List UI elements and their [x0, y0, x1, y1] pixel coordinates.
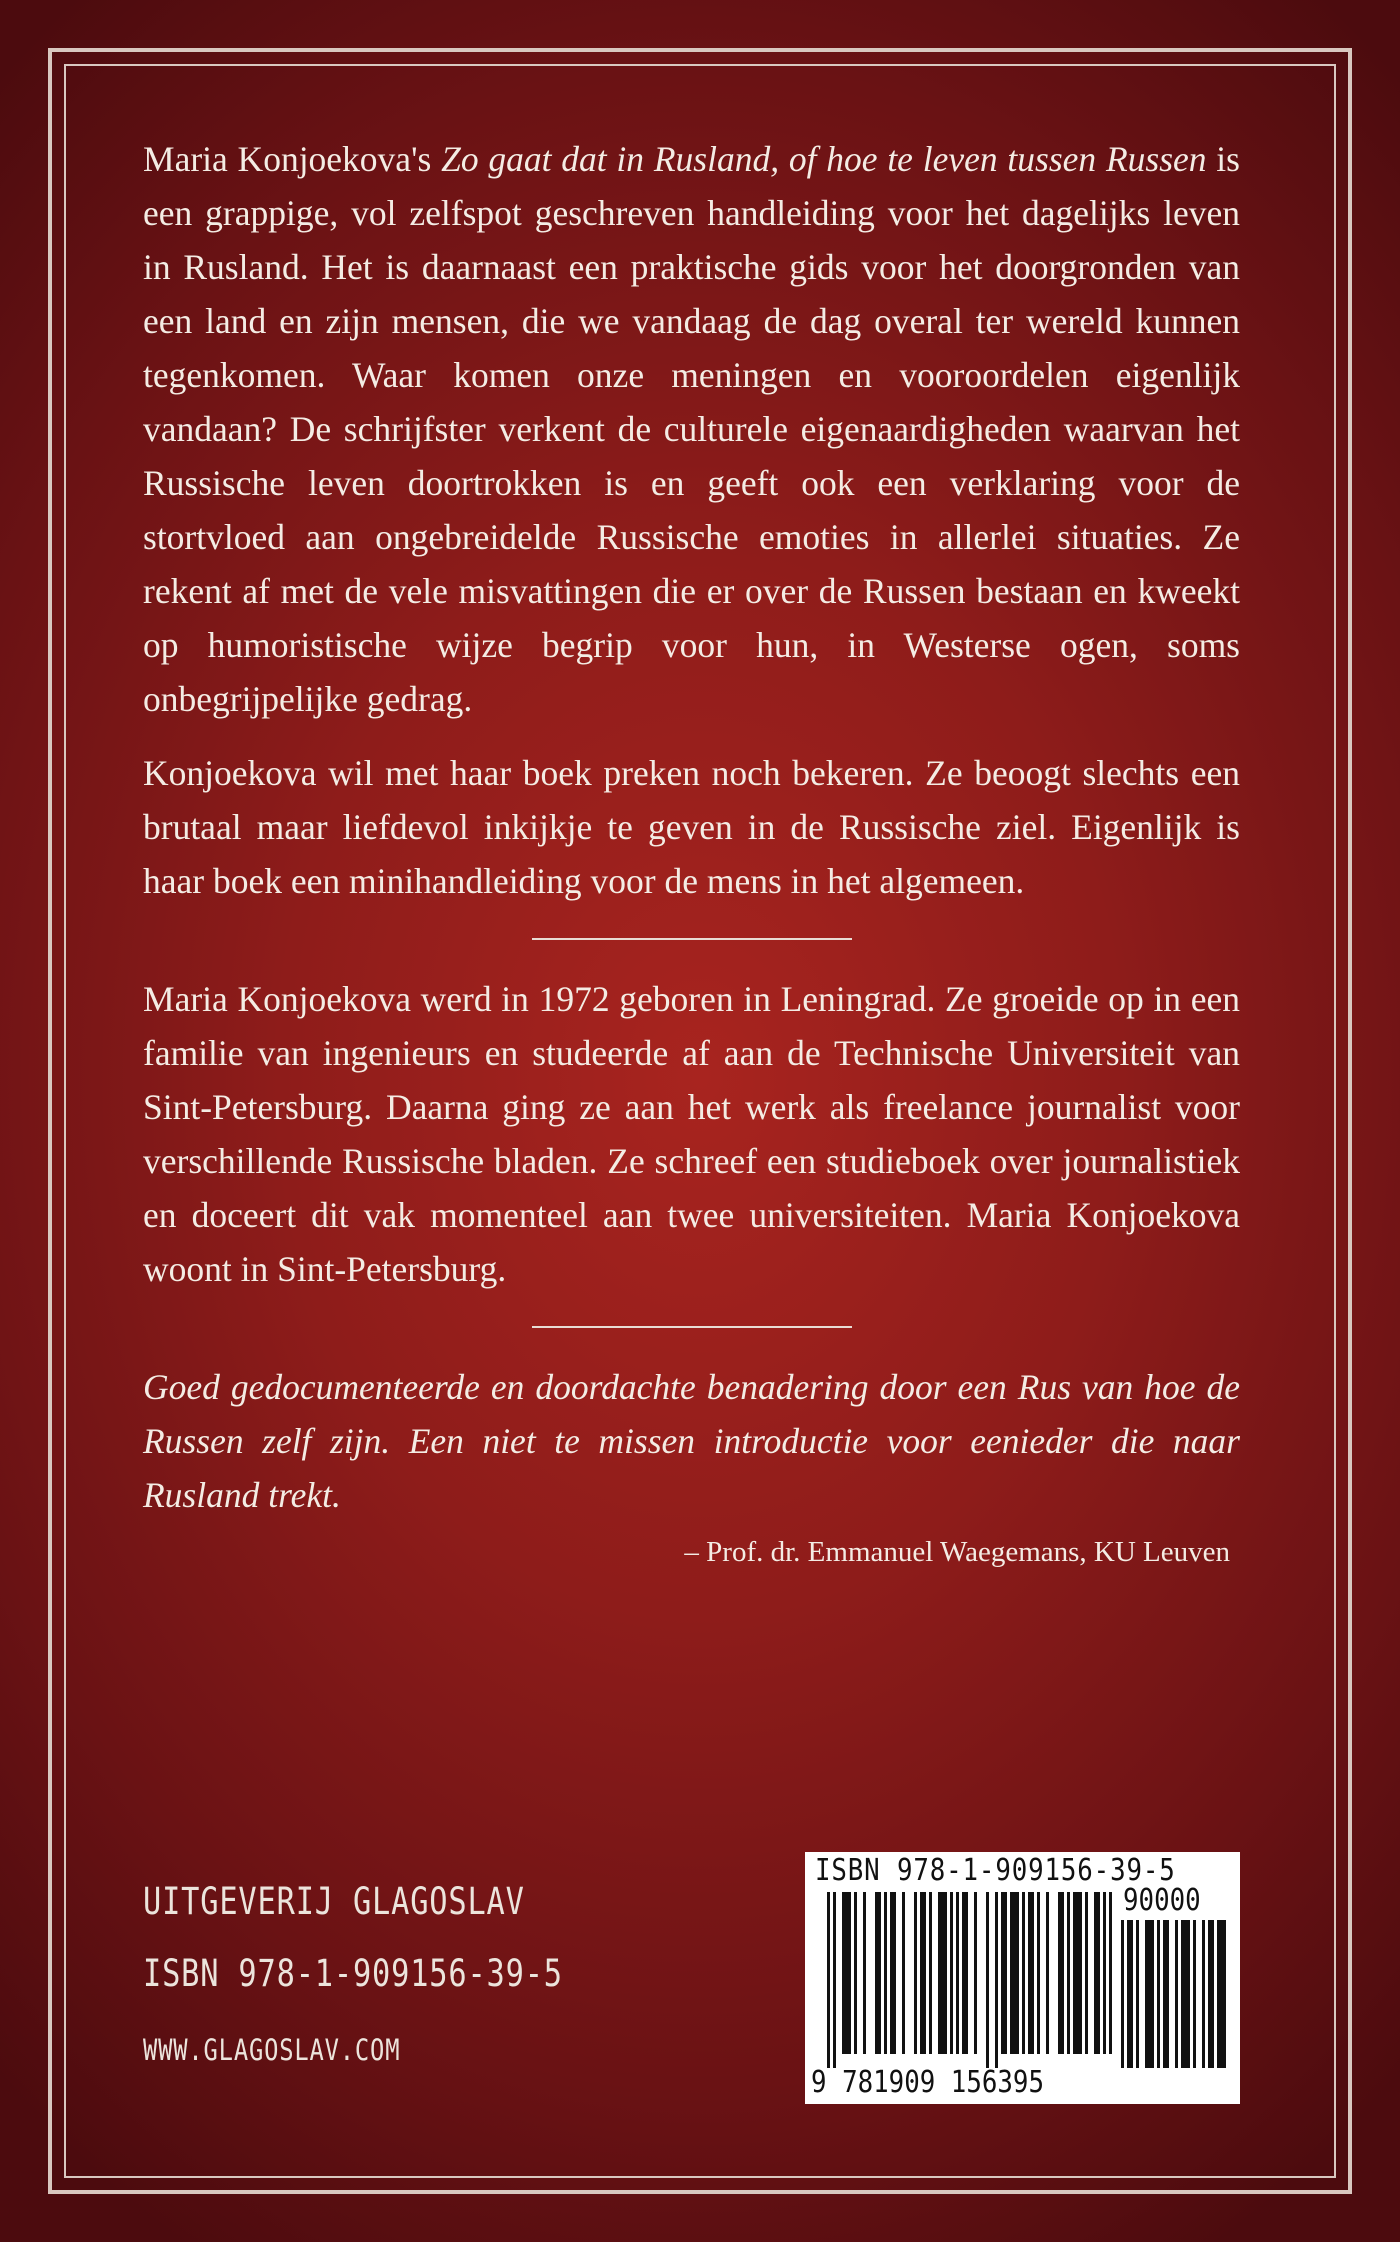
- publisher-block: [143, 1882, 655, 2068]
- barcode-bar: [1121, 1920, 1124, 2068]
- barcode-bar: [974, 1892, 977, 2054]
- barcode-bar: [1208, 1920, 1214, 2068]
- barcode-bar: [1217, 1920, 1226, 2068]
- barcode-addon-label: 90000: [1123, 1883, 1201, 1918]
- barcode-bars-main: [827, 1892, 1113, 2068]
- barcode-bar: [1181, 1920, 1190, 2068]
- barcode-bar: [875, 1892, 881, 2054]
- back-cover-text: [143, 132, 1240, 1572]
- barcode-bar: [890, 1892, 896, 2054]
- book-title: Zo gaat dat in Rusland, of hoe te leven tussen Russen: [441, 139, 1207, 179]
- barcode-bar: [854, 1892, 857, 2054]
- barcode-bar: [1163, 1920, 1169, 2068]
- section-divider-2: [532, 1326, 852, 1328]
- publisher-isbn: ISBN 978-1-909156-39-5: [143, 1952, 563, 1995]
- publisher-website: WWW.GLAGOSLAV.COM: [143, 2033, 401, 2067]
- barcode-bar: [950, 1892, 953, 2054]
- barcode-bar: [914, 1892, 917, 2054]
- barcode-bar: [902, 1892, 905, 2054]
- barcode-bar: [920, 1892, 926, 2054]
- barcode-bar: [938, 1892, 947, 2054]
- barcode-bar: [1094, 1892, 1100, 2054]
- barcode-bar: [827, 1892, 830, 2068]
- barcode-bar: [1193, 1920, 1196, 2068]
- barcode-bar: [1022, 1892, 1025, 2054]
- barcode-bar: [842, 1892, 851, 2054]
- publisher-name: UITGEVERIJ GLAGOSLAV: [143, 1880, 525, 1923]
- barcode-bar: [1058, 1892, 1064, 2054]
- barcode-bar: [1103, 1892, 1106, 2054]
- barcode-bar: [1202, 1920, 1205, 2068]
- barcode-bar: [1073, 1892, 1082, 2054]
- barcode-bar: [1157, 1920, 1160, 2068]
- description-paragraph-1: [143, 132, 1240, 726]
- barcode-bar: [1001, 1892, 1007, 2054]
- section-divider-1: [532, 938, 852, 940]
- barcode-isbn-label: ISBN 978-1-909156-39-5: [815, 1853, 1176, 1888]
- barcode-bar: [1085, 1892, 1088, 2054]
- barcode-bar: [956, 1892, 959, 2054]
- review-quote: Goed gedocumenteerde en doordachte benadering door een Rus van hoe de Russen zelf zijn. Een niet te missen introductie voor eenieder die naar Rusland trekt.: [143, 1367, 1240, 1515]
- barcode-bar: [1037, 1892, 1040, 2054]
- barcode-bar: [929, 1892, 932, 2054]
- author-bio: Maria Konjoekova werd in 1972 geboren in Leningrad. Ze groeide op in een familie van ingenieurs en studeerde af aan de Technische Universiteit van Sint-Petersburg. Daarna ging ze aan het werk als freelance journalist voor verschillende Russische bladen. Ze schreef een studieboek over journalistiek en doceert dit vak momenteel aan twee universiteiten. Maria Konjoekova woont in Sint-Petersburg.: [143, 979, 1240, 1289]
- isbn-barcode: [805, 1852, 1240, 2104]
- barcode-bar: [1067, 1892, 1070, 2054]
- barcode-bar: [884, 1892, 887, 2054]
- review-source: – Prof. dr. Emmanuel Waegemans, KU Leuven: [684, 1536, 1230, 1568]
- barcode-bar: [962, 1892, 968, 2054]
- barcode-bar: [1010, 1892, 1019, 2054]
- barcode-bar: [1175, 1920, 1178, 2068]
- barcode-bar: [995, 1892, 998, 2068]
- description-intro: Maria Konjoekova's: [143, 139, 442, 179]
- barcode-bar: [1109, 1892, 1112, 2054]
- barcode-bar: [986, 1892, 989, 2068]
- barcode-bars-addon: [1121, 1920, 1233, 2068]
- description-body: is een grappige, vol zelfspot geschreven handleiding voor het dagelijks leven in Rusland. Het is daarnaast een praktische gids voor het doorgronden van een land en zijn mensen, die we vandaag de dag overal ter wereld kunnen tegenkomen. Waar komen onze meningen en vooroordelen eigenlijk vandaan? De schrijfster verkent de culturele eigenaardigheden waarvan het Russische leven doortrokken is en geeft ook een verklaring voor de stortvloed aan ongebreidelde Russische emoties in allerlei situaties. Ze rekent af met de vele misvattingen die er over de Russen bestaan en kweekt op humoristische wijze begrip voor hun, in Westerse ogen, soms onbegrijpelijke gedrag.: [143, 139, 1240, 719]
- barcode-bar: [1028, 1892, 1034, 2054]
- barcode-bar: [1046, 1892, 1049, 2054]
- barcode-bar: [1127, 1920, 1133, 2068]
- barcode-bar: [1136, 1920, 1139, 2068]
- barcode-bar: [863, 1892, 866, 2054]
- barcode-digits: 9 781909 156395: [811, 2065, 1045, 2100]
- barcode-bar: [833, 1892, 836, 2068]
- barcode-bar: [1145, 1920, 1154, 2068]
- description-paragraph-2: Konjoekova wil met haar boek preken noch bekeren. Ze beoogt slechts een brutaal maar liefdevol inkijkje te geven in de Russische ziel. Eigenlijk is haar boek een minihandleiding voor de mens in het algemeen.: [143, 753, 1240, 901]
